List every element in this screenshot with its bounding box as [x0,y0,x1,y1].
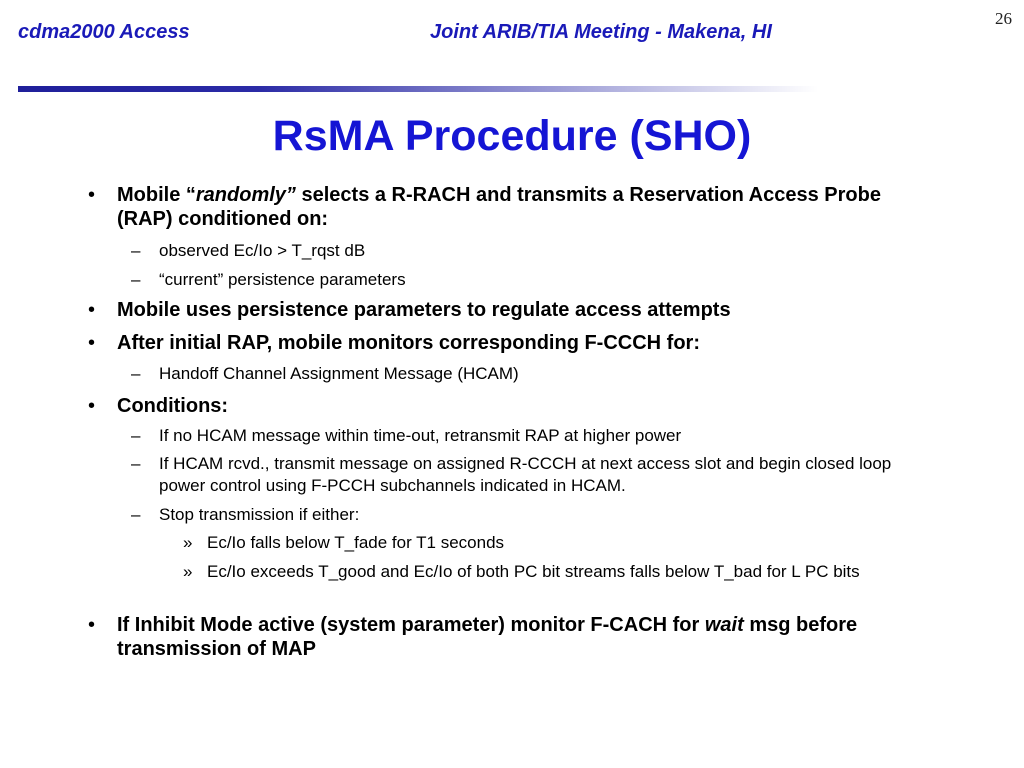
sub-bullet-text: observed Ec/Io > T_rqst dB [159,241,366,260]
bullet-text: Conditions: [117,395,229,417]
sub-bullet-text: Handoff Channel Assignment Message (HCAM) [159,364,519,383]
bullet-item [88,394,927,418]
sub-bullet-text: If no HCAM message within time-out, retransmit RAP at higher power [159,426,682,445]
bullet-text: If Inhibit Mode active (system parameter) monitor F-CACH for [117,614,705,636]
sub-bullet-item [131,240,919,262]
sub-sub-bullet-text: Ec/Io exceeds T_good and Ec/Io of both PC bit streams falls below T_bad for L PC bits [207,562,860,581]
sub-bullet-item [131,363,919,385]
sub-bullet-text: “current” persistence parameters [159,270,406,289]
dash-marker: – [131,270,141,289]
bullet-item [88,613,927,661]
bullet-marker: • [88,299,96,321]
page-number: 26 [995,9,1012,28]
header-meeting-text: Joint ARIB/TIA Meeting - Makena, HI [430,21,772,43]
bullet-text: Mobile uses persistence parameters to regulate access attempts [117,299,731,321]
header-divider [18,86,818,92]
sub-bullet-text: Stop transmission if either: [159,505,360,524]
bullet-marker: • [88,184,96,206]
bullet-text: selects a R-RACH and transmits a Reservation Access Probe (RAP) conditioned on: [117,184,881,230]
sub-bullet-item [131,269,919,291]
bullet-text-emphasis: wait [704,614,744,636]
sub-bullet-text: If HCAM rcvd., transmit message on assigned R-CCCH at next access slot and begin closed loop power control using F-PCCH subchannels indicated in HCAM. [159,454,892,495]
chevron-marker: » [183,533,193,552]
sub-sub-bullet-item [183,532,907,554]
slide-title: RsMA Procedure (SHO) [272,112,752,160]
sub-sub-bullet-text: Ec/Io falls below T_fade for T1 seconds [207,533,505,552]
chevron-marker: » [183,562,193,581]
bullet-text: Mobile “ [117,184,196,206]
dash-marker: – [131,426,141,445]
dash-marker: – [131,364,141,383]
bullet-marker: • [88,332,96,354]
bullet-item [88,331,927,355]
sub-bullet-item [131,504,919,526]
sub-bullet-item [131,425,919,447]
bullet-marker: • [88,395,96,417]
bullet-text: After initial RAP, mobile monitors corresponding F-CCCH for: [117,332,700,354]
dash-marker: – [131,505,141,524]
bullet-text: msg before transmission of MAP [117,614,858,660]
bullet-item [88,298,927,322]
header-left-text: cdma2000 Access [18,21,190,43]
sub-bullet-item [131,453,919,497]
bullet-item [88,183,927,231]
dash-marker: – [131,241,141,260]
bullet-marker: • [88,614,96,636]
dash-marker: – [131,454,141,473]
sub-sub-bullet-item [183,561,907,583]
bullet-text-emphasis: randomly” [195,184,296,206]
